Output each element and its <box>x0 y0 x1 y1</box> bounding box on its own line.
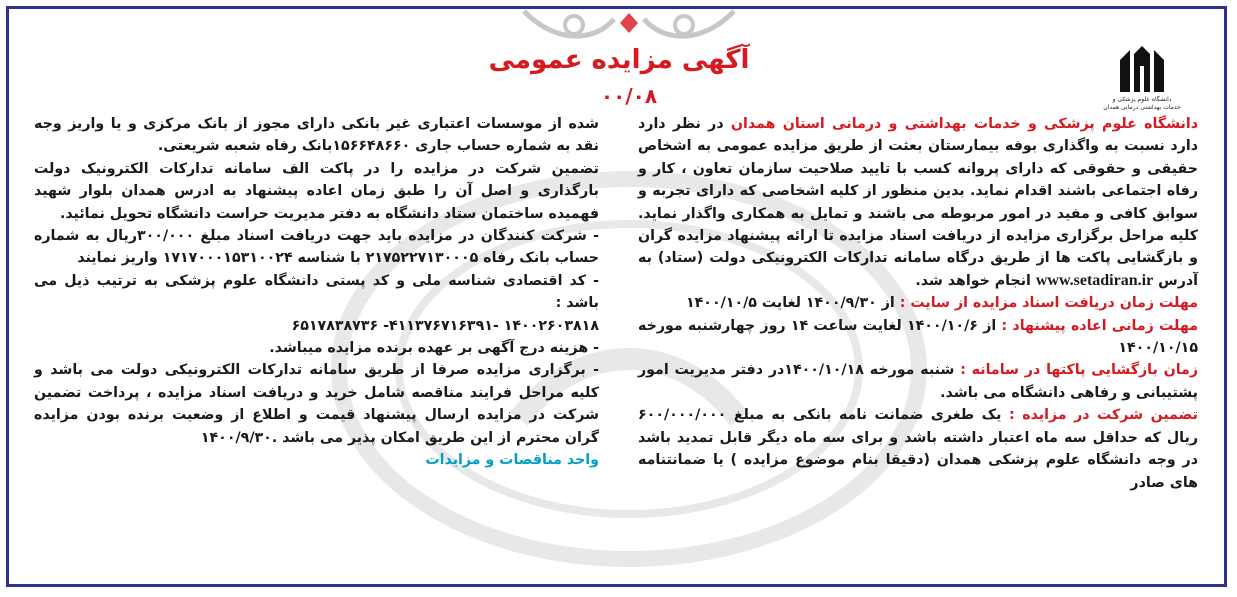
opening-time-label: زمان بازگشایی پاکتها در سامانه : <box>960 362 1198 379</box>
organization-name: دانشگاه علوم پزشکی و خدمات بهداشتی و درمانی استان همدان <box>730 116 1198 132</box>
document-deadline-label: مهلت زمان دریافت اسناد مزایده از سایت : <box>899 295 1198 312</box>
university-logo <box>1082 44 1202 122</box>
logo-caption-2: خدمات بهداشتی درمانی همدان <box>1103 104 1181 111</box>
guarantee-continuation: شده از موسسات اعتباری غیر بانکی دارای مجوز از بانک مرکزی و یا واریز وجه نقد به شماره حساب جاری ۱۵۶۶۴۸۶۶۰بانک رفاه شعبه شریعتی. <box>34 116 599 155</box>
guarantee-upload-instructions: تضمین شرکت در مزایده را در پاکت الف سامانه تدارکات الکترونیک دولت بارگذاری و اصل آن را طبق زمان اعاده پیشنهاد به ادرس همدان بلوار شهید فهمیده ساختمان ستاد دانشگاه به دفتر مدیریت حراست دانشگاه تحویل نمائید. <box>34 160 599 222</box>
logo-emblem-icon <box>1116 44 1168 96</box>
ad-frame <box>6 6 1227 587</box>
signature: واحد مناقصات و مزایدات <box>425 452 599 469</box>
document-deadline-value: از ۱۴۰۰/۹/۳۰ لغایت ۱۴۰۰/۱۰/۵ <box>685 295 900 312</box>
university-codes: ۱۴۰۰۲۶۰۳۸۱۸ -۴۱۱۳۷۶۷۱۶۳۹۱- ۶۵۱۷۸۳۸۷۳۶ <box>291 317 599 334</box>
document-fee: - شرکت کنندگان در مزایده باید جهت دریافت اسناد مبلغ ۳۰۰/۰۰۰ریال به شماره حساب بانک رفاه ۲۱۷۵۲۲۷۱۳۰۰۰۵ با شناسه ۱۷۱۷۰۰۰۱۵۳۱۰۰۲۴ واریز نمایند <box>34 228 599 267</box>
opening-time <box>638 359 1198 404</box>
left-column <box>34 113 599 472</box>
participation-guarantee <box>638 404 1198 494</box>
intro-paragraph <box>638 113 1198 292</box>
website-link[interactable]: www.setadiran.ir <box>1035 271 1154 289</box>
process-note: - برگزاری مزایده صرفا از طریق سامانه تدارکات الکترونیکی دولت می باشد و کلیه مراحل فرایند مناقصه شامل خرید و دریافت اسناد مزایده ، پرداخت تضمین شرکت در مزایده ارسال پیشنهاد قیمت و اطلاع از وضعیت برنده بودن مزایده گران محترم از این طریق امکان پذیر می باشد .۱۴۰۰/۹/۳۰ <box>34 362 599 446</box>
ad-number: ۰۰/۰۸ <box>600 84 658 108</box>
submission-deadline-value: از ۱۴۰۰/۱۰/۶ لغایت ساعت ۱۴ روز چهارشنبه مورخه ۱۴۰۰/۱۰/۱۵ <box>638 317 1198 357</box>
opening-time-value: شنبه مورخه ۱۴۰۰/۱۰/۱۸در دفتر مدیریت امور پشتیبانی و رفاهی دانشگاه می باشد. <box>638 362 1198 401</box>
guarantee-label: تضمین شرکت در مزایده : <box>1009 407 1198 424</box>
right-column <box>638 113 1198 494</box>
ad-cost-note: - هزینه درج آگهی بر عهده برنده مزایده میباشد. <box>269 340 599 357</box>
logo-caption-1: دانشگاه علوم پزشکی و <box>1112 96 1172 103</box>
intro-text: در نظر دارد دارد نسبت به واگذاری بوفه بیمارستان بعثت از طریق مزایده عمومی به اشخاص حقیقی و حقوقی که دارای پروانه کسب با تایید صلاحیت سازمان تعاون ، کار و رفاه اجتماعی باشند اقدام نماید. بدین منظور از کلیه اشخاصی که دارای تجربه و سوابق کافی و مفید در امور مربوطه می باشند و تمایل به همکاری واگذار نماید. کلیه مراحل برگزاری مزایده از دریافت اسناد مزایده تا ارائه پیشنهاد مزایده گران و بازگشایی پاکت ها از طریق درگاه سامانه تدارکات الکترونیکی دولت (ستاد) به آدرس <box>638 116 1198 289</box>
document-deadline <box>638 292 1198 314</box>
submission-deadline-label: مهلت زمانی اعاده پیشنهاد : <box>1001 317 1198 334</box>
submission-deadline <box>638 315 1198 360</box>
intro-end: انجام خواهد شد. <box>915 272 1036 289</box>
guarantee-value: یک طغری ضمانت نامه بانکی به مبلغ ۶۰۰/۰۰۰/۰۰۰ ریال که حداقل سه ماه اعتبار داشته باشد و برای سه ماه دیگر قابل تمدید باشد در وجه دانشگاه علوم پزشکی همدان (دقیقا بنام موضوع مزایده ) یا ضمانتنامه های صادر <box>638 407 1198 491</box>
university-codes-intro: - کد اقتصادی شناسه ملی و کد پستی دانشگاه علوم پزشکی به ترتیب ذیل می باشد : <box>34 272 599 312</box>
ad-title: آگهی مزایده عمومی <box>488 45 750 75</box>
